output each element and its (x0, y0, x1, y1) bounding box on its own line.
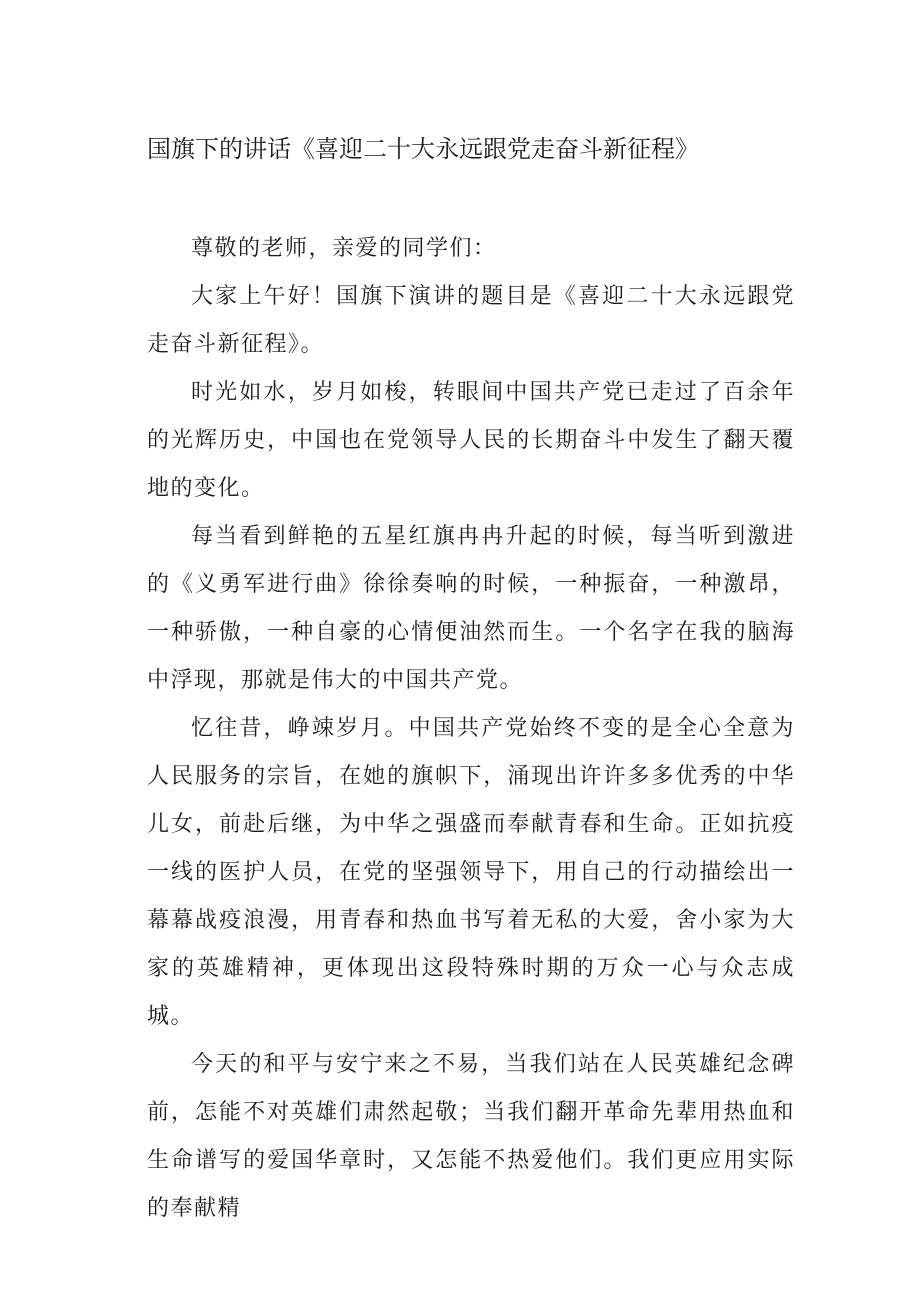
document-body (147, 225, 795, 1233)
paragraph-greeting: 尊敬的老师，亲爱的同学们： (191, 236, 497, 261)
paragraph-flag: 每当看到鲜艳的五星红旗冉冉升起的时候，每当听到激进的《义勇军进行曲》徐徐奏响的时候，一种振奋，一种激昂，一种骄傲，一种自豪的心情便油然而生。一个名字在我的脑海中浮现，那就是伟大的中国共产党。 (147, 524, 795, 693)
paragraph-peace: 今天的和平与安宁来之不易，当我们站在人民英雄纪念碑前，怎能不对英雄们肃然起敬；当我们翻开革命先辈用热血和生命谱写的爱国华章时，又怎能不热爱他们。我们更应用实际的奉献精 (147, 1052, 795, 1221)
document-title: 国旗下的讲话《喜迎二十大永远跟党走奋斗新征程》 (147, 135, 699, 163)
paragraph-intro: 大家上午好！国旗下演讲的题目是《喜迎二十大永远跟党走奋斗新征程》。 (147, 284, 795, 357)
paragraph-history: 时光如水，岁月如梭，转眼间中国共产党已走过了百余年的光辉历史，中国也在党领导人民的长期奋斗中发生了翻天覆地的变化。 (147, 380, 795, 501)
paragraph-past: 忆往昔，峥竦岁月。中国共产党始终不变的是全心全意为人民服务的宗旨，在她的旗帜下，涌现出许许多多优秀的中华儿女，前赴后继，为中华之强盛而奉献青春和生命。正如抗疫一线的医护人员，在党的坚强领导下，用自己的行动描绘出一幕幕战疫浪漫，用青春和热血书写着无私的大爱，舍小家为大家的英雄精神，更体现出这段特殊时期的万众一心与众志成城。 (147, 716, 795, 1029)
